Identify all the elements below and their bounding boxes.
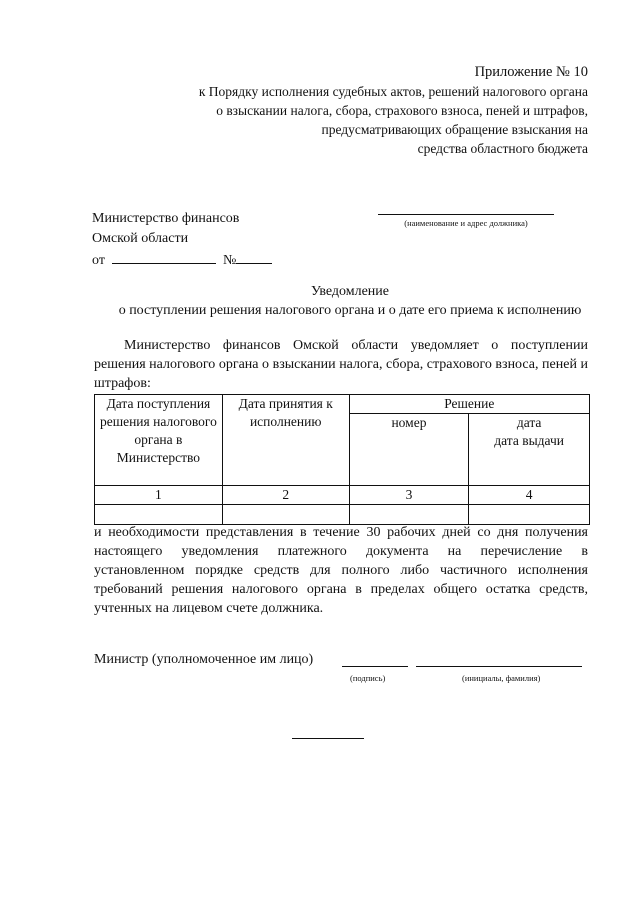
intro-paragraph [94,336,588,393]
table-num-2: 2 [222,486,349,505]
date-blank [112,249,216,264]
end-divider [292,738,364,739]
col-decision-date-line2: дата выдачи [494,433,564,448]
sender-block [92,209,272,271]
date-number-line [92,249,272,271]
name-blank [416,666,582,667]
debtor-block [378,214,554,228]
date-prefix: от [92,253,105,268]
annex-line-4: средства областного бюджета [417,141,588,156]
debtor-caption: (наименование и адрес должника) [404,218,528,228]
signature-caption: (подпись) [350,673,386,683]
col-decision-number: номер [349,414,469,486]
notice-subtitle: о поступлении решения налогового органа и о дате его приема к исполнению [118,303,582,318]
debtor-blank-line [378,214,554,215]
body-paragraph [94,523,588,618]
annex-line-2: о взыскании налога, сбора, страхового взноса, пеней и штрафов, [216,103,588,118]
table-cell-empty [95,505,223,525]
table-number-row [95,486,590,505]
col-decision-date [469,414,590,486]
col-received-date: Дата поступления решения налогового органа в Министерство [95,395,223,486]
sender-name-line1: Министерство финансов [92,211,240,226]
table-cell-empty [349,505,469,525]
number-blank [236,249,272,264]
signature-label: Министр (уполномоченное им лицо) [94,652,314,667]
number-sign: № [222,253,237,268]
col-accepted-date: Дата принятия к исполнению [222,395,349,486]
name-caption: (инициалы, фамилия) [462,673,541,683]
table-num-4: 4 [469,486,590,505]
notice-title-block [60,282,640,320]
col-decision-group: Решение [349,395,589,414]
annex-line-1: к Порядку исполнения судебных актов, решений налогового органа [198,84,588,99]
annex-number: Приложение № 10 [474,64,588,80]
body-text: и необходимости представления в течение 30 рабочих дней со дня получения настоящего уведомления платежного документа на перечисление в установленном порядке средств для полного либо частичного исполнения требований решения налогового органа в пределах общего остатка средств, учтенных на лицевом счете должника. [94,525,588,616]
annex-header [199,63,588,158]
annex-line-3: предусматривающих обращение взыскания на [321,122,588,137]
signature-blank [342,666,408,667]
table-empty-row [95,505,590,525]
table-cell-empty [222,505,349,525]
col-decision-date-line1: дата [516,415,542,430]
table-num-3: 3 [349,486,469,505]
intro-text: Министерство финансов Омской области уведомляет о поступлении решения налогового органа о взыскании налога, сбора, страхового взноса, пеней и штрафов: [94,338,588,391]
sender-name-line2: Омской области [92,231,189,246]
notice-title: Уведомление [310,284,389,299]
decision-table [94,394,590,525]
table-num-1: 1 [95,486,223,505]
table-cell-empty [469,505,590,525]
